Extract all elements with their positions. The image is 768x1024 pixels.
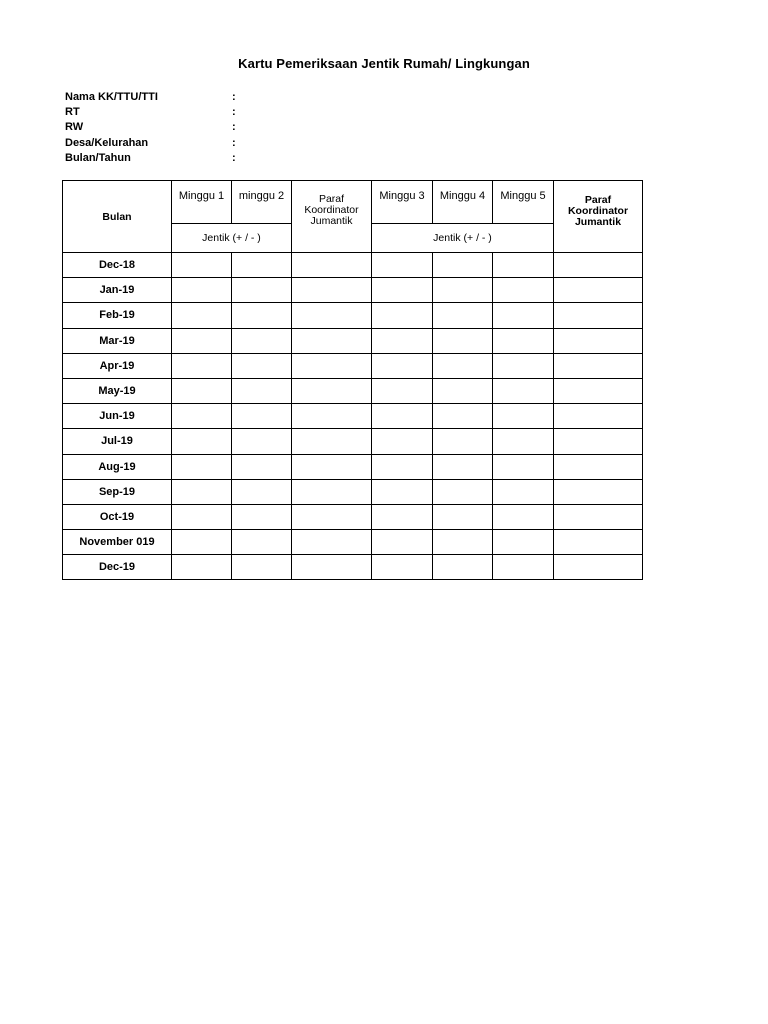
table-row bbox=[63, 278, 643, 303]
minggu-4-cell[interactable] bbox=[433, 353, 493, 378]
minggu-2-cell[interactable] bbox=[232, 278, 292, 303]
minggu-1-cell[interactable] bbox=[172, 404, 232, 429]
minggu-5-cell[interactable] bbox=[493, 404, 554, 429]
minggu-4-cell[interactable] bbox=[433, 404, 493, 429]
minggu-3-cell[interactable] bbox=[372, 429, 433, 454]
paraf-cell[interactable] bbox=[292, 555, 372, 580]
minggu-2-cell[interactable] bbox=[232, 504, 292, 529]
table-row bbox=[63, 454, 643, 479]
month-cell: Oct-19 bbox=[63, 504, 172, 529]
paraf-cell[interactable] bbox=[292, 479, 372, 504]
info-colon: : bbox=[232, 106, 236, 119]
table-row bbox=[63, 353, 643, 378]
paraf-line: Koordinator bbox=[567, 205, 629, 217]
month-cell: Jul-19 bbox=[63, 429, 172, 454]
info-colon: : bbox=[232, 121, 236, 134]
month-cell: Dec-19 bbox=[63, 555, 172, 580]
info-colon: : bbox=[232, 136, 236, 149]
minggu-5-cell[interactable] bbox=[493, 429, 554, 454]
month-rows bbox=[63, 253, 643, 580]
inspection-table bbox=[62, 180, 643, 580]
paraf-cell[interactable] bbox=[554, 353, 643, 378]
minggu-5-cell[interactable] bbox=[493, 530, 554, 555]
paraf-cell[interactable] bbox=[292, 303, 372, 328]
minggu-3-cell[interactable] bbox=[372, 353, 433, 378]
minggu-1-cell[interactable] bbox=[172, 278, 232, 303]
minggu-5-cell[interactable] bbox=[493, 454, 554, 479]
paraf-cell[interactable] bbox=[292, 353, 372, 378]
minggu-4-cell[interactable] bbox=[433, 303, 493, 328]
table-row bbox=[63, 555, 643, 580]
minggu-3-cell[interactable] bbox=[372, 278, 433, 303]
paraf-cell[interactable] bbox=[554, 253, 643, 278]
minggu-1-cell[interactable] bbox=[172, 303, 232, 328]
minggu-3-cell[interactable] bbox=[372, 378, 433, 403]
paraf-cell[interactable] bbox=[554, 328, 643, 353]
table-row bbox=[63, 404, 643, 429]
info-label: Desa/Kelurahan bbox=[65, 136, 149, 149]
paraf-cell[interactable] bbox=[554, 429, 643, 454]
bulan-header: Bulan bbox=[63, 181, 172, 253]
paraf-line: Koordinator bbox=[304, 204, 359, 216]
minggu-2-cell[interactable] bbox=[232, 530, 292, 555]
minggu-4-cell[interactable] bbox=[433, 504, 493, 529]
minggu-4-cell[interactable] bbox=[433, 378, 493, 403]
paraf-cell[interactable] bbox=[554, 303, 643, 328]
paraf-cell[interactable] bbox=[292, 253, 372, 278]
minggu-1-cell[interactable] bbox=[172, 378, 232, 403]
paraf-cell[interactable] bbox=[292, 530, 372, 555]
paraf-cell[interactable] bbox=[292, 404, 372, 429]
table-row bbox=[63, 429, 643, 454]
minggu-2-cell[interactable] bbox=[232, 303, 292, 328]
minggu-1-cell[interactable] bbox=[172, 504, 232, 529]
paraf-cell[interactable] bbox=[292, 278, 372, 303]
month-cell: Jan-19 bbox=[63, 278, 172, 303]
minggu-2-cell[interactable] bbox=[232, 378, 292, 403]
paraf-cell[interactable] bbox=[554, 479, 643, 504]
paraf-cell[interactable] bbox=[554, 404, 643, 429]
minggu-1-cell[interactable] bbox=[172, 555, 232, 580]
form-title: Kartu Pemeriksaan Jentik Rumah/ Lingkungan bbox=[238, 56, 530, 71]
minggu-1-cell[interactable] bbox=[172, 454, 232, 479]
info-colon: : bbox=[232, 91, 236, 103]
minggu-2-cell[interactable] bbox=[232, 479, 292, 504]
minggu-1-cell[interactable] bbox=[172, 253, 232, 278]
minggu-1-cell[interactable] bbox=[172, 328, 232, 353]
minggu-4-cell[interactable] bbox=[433, 454, 493, 479]
table-row bbox=[63, 328, 643, 353]
table-row bbox=[63, 303, 643, 328]
minggu-4-cell[interactable] bbox=[433, 479, 493, 504]
minggu-3-cell[interactable] bbox=[372, 479, 433, 504]
table-row bbox=[63, 479, 643, 504]
week-header: minggu 2 bbox=[232, 181, 292, 224]
week-header: Minggu 3 bbox=[372, 181, 433, 224]
paraf-cell[interactable] bbox=[292, 328, 372, 353]
paraf-cell[interactable] bbox=[292, 504, 372, 529]
table-row bbox=[63, 253, 643, 278]
paraf-line: Paraf bbox=[318, 193, 345, 205]
minggu-5-cell[interactable] bbox=[493, 353, 554, 378]
minggu-5-cell[interactable] bbox=[493, 504, 554, 529]
minggu-4-cell[interactable] bbox=[433, 555, 493, 580]
minggu-1-cell[interactable] bbox=[172, 530, 232, 555]
minggu-4-cell[interactable] bbox=[433, 253, 493, 278]
info-colon: : bbox=[232, 151, 236, 164]
minggu-4-cell[interactable] bbox=[433, 429, 493, 454]
minggu-2-cell[interactable] bbox=[232, 404, 292, 429]
minggu-2-cell[interactable] bbox=[232, 328, 292, 353]
minggu-2-cell[interactable] bbox=[232, 555, 292, 580]
minggu-3-cell[interactable] bbox=[372, 303, 433, 328]
month-cell: May-19 bbox=[63, 378, 172, 403]
header-row-1 bbox=[63, 181, 643, 224]
minggu-3-cell[interactable] bbox=[372, 253, 433, 278]
minggu-2-cell[interactable] bbox=[232, 454, 292, 479]
minggu-5-cell[interactable] bbox=[493, 479, 554, 504]
table-row bbox=[63, 530, 643, 555]
month-cell: Dec-18 bbox=[63, 253, 172, 278]
minggu-5-cell[interactable] bbox=[493, 555, 554, 580]
paraf-cell[interactable] bbox=[554, 530, 643, 555]
jentik-header: Jentik (+ / - ) bbox=[372, 224, 554, 253]
minggu-2-cell[interactable] bbox=[232, 429, 292, 454]
minggu-5-cell[interactable] bbox=[493, 278, 554, 303]
minggu-4-cell[interactable] bbox=[433, 278, 493, 303]
month-cell: Aug-19 bbox=[63, 454, 172, 479]
table-row bbox=[63, 504, 643, 529]
info-label: RT bbox=[65, 106, 80, 119]
paraf-cell[interactable] bbox=[554, 454, 643, 479]
minggu-2-cell[interactable] bbox=[232, 353, 292, 378]
paraf-cell[interactable] bbox=[292, 378, 372, 403]
month-cell: Apr-19 bbox=[63, 353, 172, 378]
minggu-1-cell[interactable] bbox=[172, 353, 232, 378]
minggu-3-cell[interactable] bbox=[372, 328, 433, 353]
paraf-cell[interactable] bbox=[554, 378, 643, 403]
paraf-cell[interactable] bbox=[292, 429, 372, 454]
paraf-header bbox=[292, 181, 372, 253]
paraf-line: Jumantik bbox=[574, 216, 622, 228]
paraf-cell[interactable] bbox=[292, 454, 372, 479]
info-label: Nama KK/TTU/TTI bbox=[65, 91, 158, 103]
minggu-1-cell[interactable] bbox=[172, 429, 232, 454]
month-cell: Sep-19 bbox=[63, 479, 172, 504]
minggu-2-cell[interactable] bbox=[232, 253, 292, 278]
minggu-1-cell[interactable] bbox=[172, 479, 232, 504]
info-label: Bulan/Tahun bbox=[65, 151, 131, 164]
minggu-5-cell[interactable] bbox=[493, 378, 554, 403]
minggu-5-cell[interactable] bbox=[493, 253, 554, 278]
paraf-cell[interactable] bbox=[554, 555, 643, 580]
month-cell: Jun-19 bbox=[63, 404, 172, 429]
paraf-header bbox=[554, 181, 643, 253]
paraf-line: Paraf bbox=[584, 194, 612, 206]
paraf-cell[interactable] bbox=[554, 504, 643, 529]
minggu-4-cell[interactable] bbox=[433, 328, 493, 353]
minggu-5-cell[interactable] bbox=[493, 303, 554, 328]
minggu-3-cell[interactable] bbox=[372, 504, 433, 529]
table-row bbox=[63, 378, 643, 403]
paraf-line: Jumantik bbox=[310, 215, 353, 227]
paraf-cell[interactable] bbox=[554, 278, 643, 303]
minggu-3-cell[interactable] bbox=[372, 454, 433, 479]
week-header: Minggu 1 bbox=[172, 181, 232, 224]
minggu-3-cell[interactable] bbox=[372, 404, 433, 429]
week-header: Minggu 5 bbox=[493, 181, 554, 224]
minggu-5-cell[interactable] bbox=[493, 328, 554, 353]
week-header: Minggu 4 bbox=[433, 181, 493, 224]
jentik-header: Jentik (+ / - ) bbox=[172, 224, 292, 253]
month-cell: Feb-19 bbox=[63, 303, 172, 328]
month-cell: November 019 bbox=[63, 530, 172, 555]
month-cell: Mar-19 bbox=[63, 328, 172, 353]
minggu-3-cell[interactable] bbox=[372, 555, 433, 580]
minggu-3-cell[interactable] bbox=[372, 530, 433, 555]
info-label: RW bbox=[65, 121, 84, 134]
minggu-4-cell[interactable] bbox=[433, 530, 493, 555]
